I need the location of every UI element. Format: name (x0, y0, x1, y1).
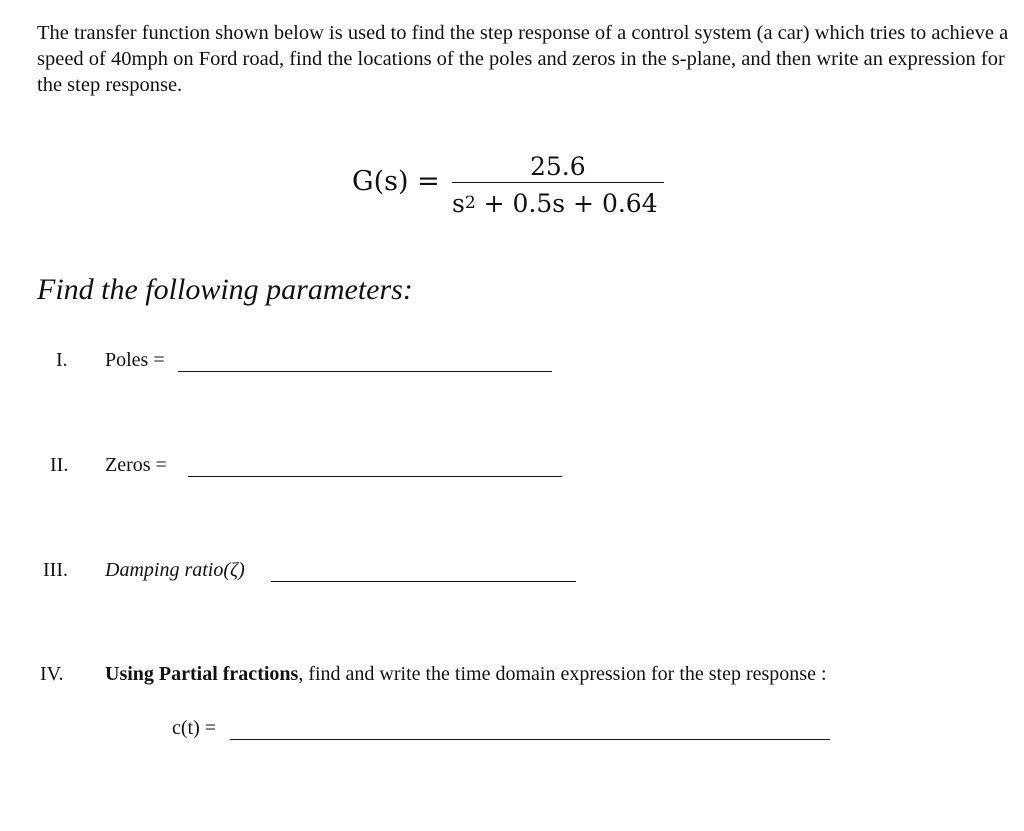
equation-lhs: G(s) = (352, 166, 440, 197)
zeros-label: Zeros = (105, 454, 167, 476)
denominator-s: s (452, 189, 465, 218)
section-heading: Find the following parameters: (37, 273, 413, 306)
denominator-exponent: 2 (464, 193, 476, 213)
item-numeral-2: II. (50, 454, 69, 476)
ct-label: c(t) = (172, 717, 217, 739)
fraction-bar (452, 182, 664, 183)
damping-ratio-label: Damping ratio(ζ) (105, 559, 245, 581)
problem-statement: The transfer function shown below is used to find the step response of a control system (a car) which tries to achieve a speed of 40mph on Ford road, find the locations of the poles and zeros in the s-plane, and then write an expression for the step response. (37, 22, 1009, 96)
partial-fractions-instruction (105, 663, 827, 686)
transfer-function-equation (352, 152, 682, 232)
denominator-rest: + 0.5s + 0.64 (483, 189, 658, 218)
zeros-answer-field[interactable] (188, 455, 562, 477)
ct-answer-field[interactable] (230, 718, 830, 740)
partial-fractions-rest: , find and write the time domain expression for the step response : (298, 663, 827, 685)
item-numeral-1: I. (56, 349, 68, 371)
item-numeral-3: III. (43, 559, 68, 581)
equation-denominator (452, 189, 658, 218)
partial-fractions-bold: Using Partial fractions (105, 663, 299, 685)
item-numeral-4: IV. (40, 663, 64, 685)
damping-ratio-answer-field[interactable] (271, 560, 576, 582)
equation-numerator: 25.6 (530, 152, 586, 181)
poles-label: Poles = (105, 349, 165, 371)
poles-answer-field[interactable] (178, 350, 552, 372)
